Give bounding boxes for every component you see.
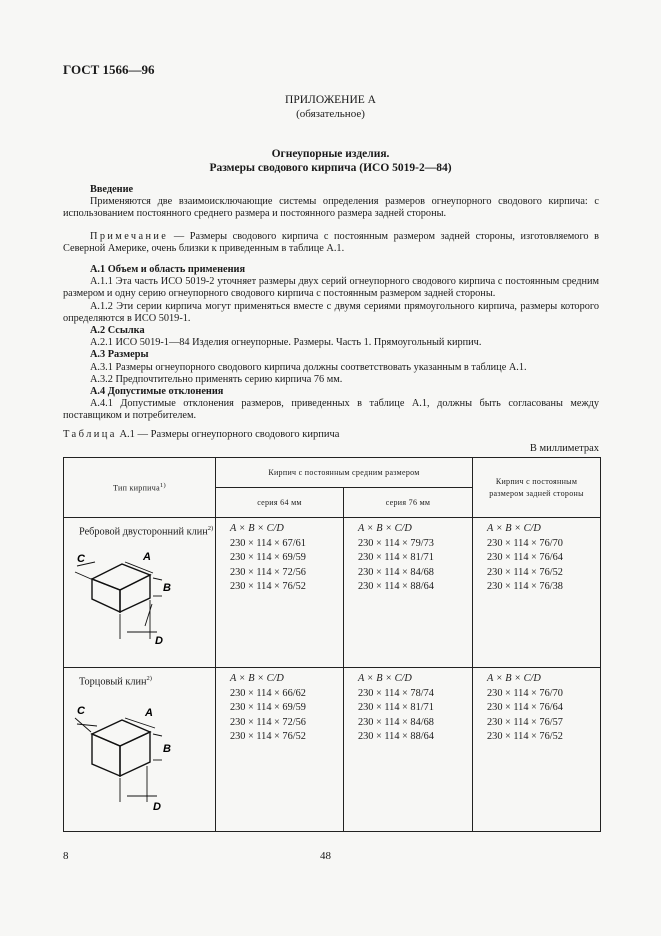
edge-wedge-diagram	[67, 544, 187, 649]
table-caption-text: А.1 — Размеры огнеупорного сводового кирпича	[116, 429, 340, 440]
annex-subtitle: (обязательное)	[296, 108, 365, 120]
main-title-line2: Размеры сводового кирпича (ИСО 5019-2—84)	[209, 162, 452, 174]
sections-block	[63, 264, 599, 423]
row2-s64: A × B × C/D 230 × 114 × 66/62 230 × 114 × 69/59 230 × 114 × 72/56 230 × 114 × 76/52	[216, 668, 344, 832]
col-header-back: Кирпич с постоянным размером задней стороны	[473, 458, 601, 518]
section-a3-2: А.3.2 Предпочтительно применять серию кирпича 76 мм.	[90, 373, 343, 385]
label-c: C	[77, 553, 85, 566]
intro-text: Применяются две взаимоисключающие системы определения размеров огнеупорного сводового кирпича: с использованием постоянного среднего размера и постоянного размера задней стороны.	[63, 196, 599, 220]
note-text: — Размеры сводового кирпича с постоянным размером задней стороны, изготовляемого в Северной Америке, очень близки к приведенным в таблице А.1.	[63, 230, 599, 254]
row2-type-cell	[64, 668, 216, 832]
note-label: Примечание	[90, 230, 169, 242]
page-number-left: 8	[63, 850, 69, 862]
page-number-center: 48	[320, 850, 331, 862]
col-header-group: Кирпич с постоянным средним размером	[216, 458, 473, 488]
document-code: ГОСТ 1566—96	[63, 62, 155, 77]
row1-s76: A × B × C/D 230 × 114 × 79/73 230 × 114 × 81/71 230 × 114 × 84/68 230 × 114 × 88/64	[344, 518, 473, 668]
section-a4-1: А.4.1 Допустимые отклонения размеров, приведенных в таблице А.1, должны быть согласованы между поставщиком и потребителем.	[63, 398, 599, 422]
label-d: D	[155, 635, 163, 648]
table-row	[64, 668, 601, 832]
label-a: A	[145, 707, 153, 720]
label-b: B	[163, 743, 171, 756]
section-a2-heading: А.2 Ссылка	[90, 325, 145, 337]
section-a1-heading: А.1 Объем и область применения	[90, 264, 246, 275]
dimensions-table	[63, 457, 601, 832]
intro-note	[63, 231, 599, 255]
col-header-s64: серия 64 мм	[216, 488, 344, 518]
table-caption-label: Таблица	[63, 429, 117, 440]
table-caption	[63, 429, 339, 440]
row2-s76: A × B × C/D 230 × 114 × 78/74 230 × 114 × 81/71 230 × 114 × 84/68 230 × 114 × 88/64	[344, 668, 473, 832]
row2-type-label: Торцовый клин$^{2)}$	[79, 675, 152, 688]
section-a1-2: А.1.2 Эти серии кирпича могут применяться вместе с двумя сериями прямоугольного кирпича, размеры которого определяются в ИСО 5019-1.	[63, 300, 599, 324]
intro-heading: Введение	[90, 184, 134, 195]
row1-type-label: Ребровой двусторонний клин$^{2)}$	[79, 525, 214, 538]
end-wedge-diagram	[67, 694, 187, 814]
main-title	[0, 147, 661, 175]
col-header-s76: серия 76 мм	[344, 488, 473, 518]
table-units: В миллиметрах	[529, 443, 599, 454]
row1-s64: A × B × C/D 230 × 114 × 67/61 230 × 114 × 69/59 230 × 114 × 72/56 230 × 114 × 76/52	[216, 518, 344, 668]
section-a2-1: А.2.1 ИСО 5019-1—84 Изделия огнеупорные. Размеры. Часть 1. Прямоугольный кирпич.	[90, 337, 482, 349]
row1-back: A × B × C/D 230 × 114 × 76/70 230 × 114 × 76/64 230 × 114 × 76/52 230 × 114 × 76/38	[473, 518, 601, 668]
label-d: D	[153, 801, 161, 814]
row2-back: A × B × C/D 230 × 114 × 76/70 230 × 114 × 76/64 230 × 114 × 76/57 230 × 114 × 76/52	[473, 668, 601, 832]
section-a3-heading: А.3 Размеры	[90, 349, 149, 361]
col-header-type: Тип кирпича$^{1)}$	[64, 458, 216, 518]
section-a3-1: А.3.1 Размеры огнеупорного сводового кирпича должны соответствовать указанным в таблице А.1.	[90, 361, 527, 373]
label-b: B	[163, 582, 171, 595]
section-a1-1: А.1.1 Эта часть ИСО 5019-2 уточняет размеры двух серий огнеупорного сводового кирпича с постоянным средним размером и одну серию огнеупорного сводового кирпича с постоянным размером задней стороны.	[63, 276, 599, 300]
section-a4-heading: А.4 Допустимые отклонения	[90, 386, 224, 398]
intro-block	[63, 184, 599, 255]
label-c: C	[77, 705, 85, 718]
label-a: A	[143, 551, 151, 564]
annex-title: ПРИЛОЖЕНИЕ А	[285, 94, 376, 106]
row1-type-cell	[64, 518, 216, 668]
table-row	[64, 518, 601, 668]
main-title-line1: Огнеупорные изделия.	[271, 148, 390, 160]
